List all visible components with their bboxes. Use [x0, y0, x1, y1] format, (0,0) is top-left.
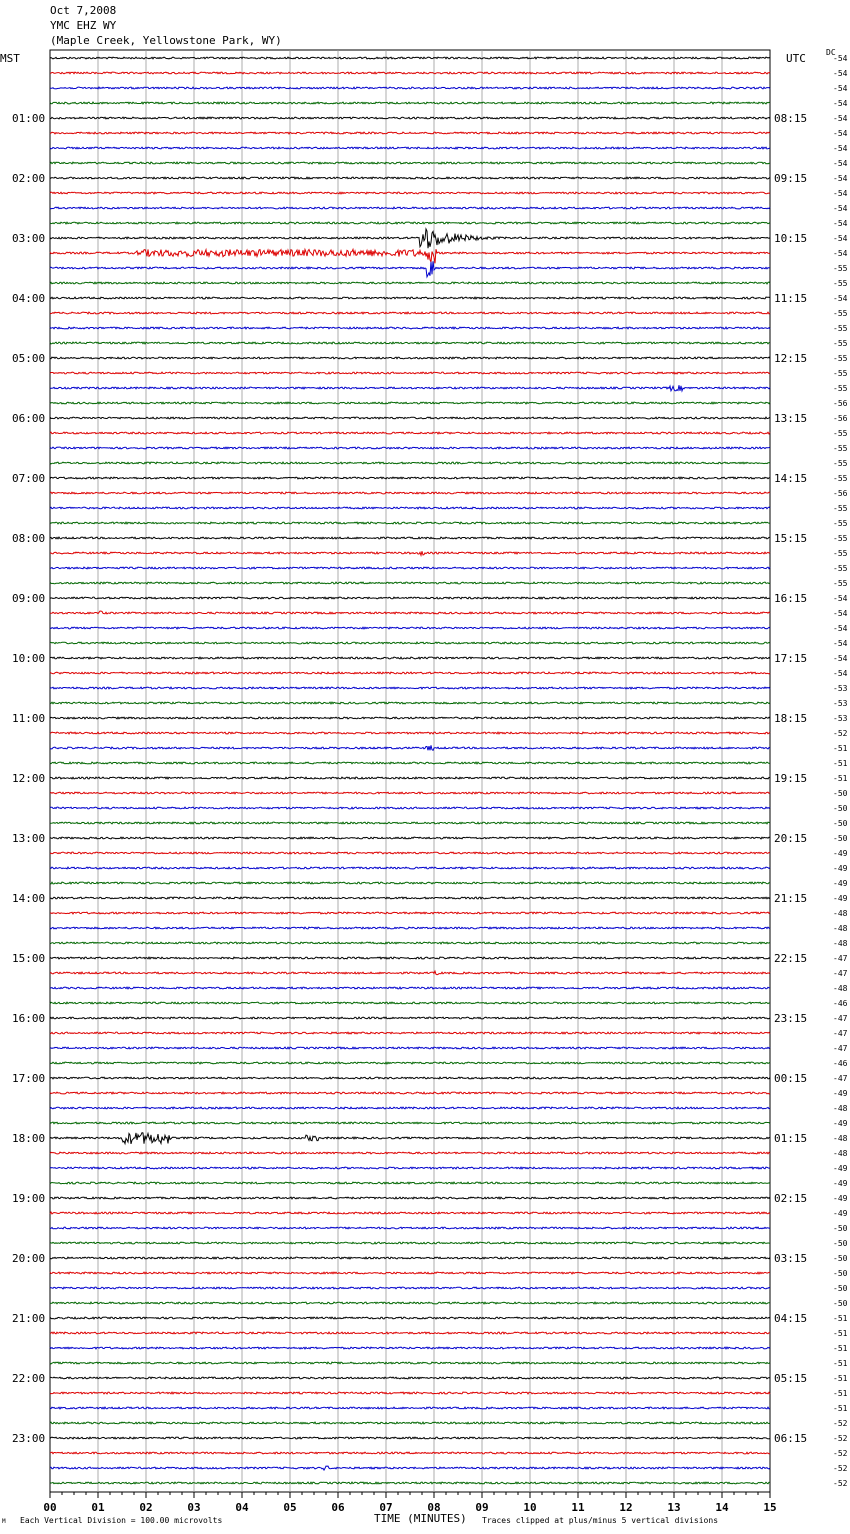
seismic-trace: [50, 1122, 770, 1124]
dc-offset-label: -49: [833, 864, 848, 873]
dc-offset-label: -50: [833, 789, 848, 798]
seismic-trace: [50, 1452, 770, 1454]
clip-note: Traces clipped at plus/minus 5 vertical divisions: [482, 1516, 719, 1525]
seismic-trace: [50, 942, 770, 944]
seismic-trace: [50, 1062, 770, 1064]
dc-offset-label: -55: [833, 369, 848, 378]
seismic-trace: [50, 1182, 770, 1184]
seismic-trace: [50, 1422, 770, 1424]
utc-hour-label: 21:15: [774, 892, 808, 905]
mst-hour-label: 17:00: [12, 1072, 46, 1085]
seismic-trace: [50, 1092, 770, 1094]
mst-hour-label: 03:00: [12, 232, 46, 245]
dc-offset-label: -49: [833, 879, 848, 888]
dc-offset-label: -55: [833, 534, 848, 543]
x-tick-label: 00: [43, 1501, 57, 1514]
x-tick-label: 04: [235, 1501, 249, 1514]
seismic-trace: [50, 1407, 770, 1409]
seismic-trace: [50, 297, 770, 299]
seismic-trace: [50, 357, 770, 359]
dc-offset-label: -50: [833, 1254, 848, 1263]
dc-offset-label: -47: [833, 1029, 848, 1038]
dc-offset-label: -54: [833, 654, 848, 663]
mst-hour-label: 01:00: [12, 112, 46, 125]
seismic-trace: [50, 717, 770, 719]
utc-hour-label: 16:15: [774, 592, 808, 605]
x-tick-label: 14: [715, 1501, 729, 1514]
seismic-trace: [50, 282, 770, 284]
seismic-trace: [50, 882, 770, 884]
seismic-trace: [50, 837, 770, 839]
seismic-trace: [50, 687, 770, 689]
dc-offset-label: -52: [833, 729, 848, 738]
dc-offset-label: -50: [833, 819, 848, 828]
dc-offset-label: -54: [833, 609, 848, 618]
dc-offset-label: -49: [833, 849, 848, 858]
dc-offset-label: -49: [833, 1179, 848, 1188]
x-axis-title: TIME (MINUTES): [374, 1512, 467, 1525]
dc-offset-label: -54: [833, 99, 848, 108]
dc-offset-label: -55: [833, 549, 848, 558]
seismic-trace: [50, 372, 770, 374]
dc-offset-label: -54: [833, 69, 848, 78]
left-timezone-label: MST: [0, 52, 20, 65]
dc-offset-label: -56: [833, 489, 848, 498]
seismic-trace: [50, 777, 770, 779]
dc-offset-label: -55: [833, 264, 848, 273]
seismic-trace: [50, 611, 770, 614]
dc-offset-label: -55: [833, 324, 848, 333]
utc-hour-label: 18:15: [774, 712, 808, 725]
mst-hour-label: 23:00: [12, 1432, 46, 1445]
utc-hour-label: 11:15: [774, 292, 808, 305]
seismic-trace: [50, 1227, 770, 1229]
dc-offset-label: -49: [833, 1164, 848, 1173]
dc-offset-label: -49: [833, 894, 848, 903]
mst-hour-label: 13:00: [12, 832, 46, 845]
dc-offset-label: -55: [833, 519, 848, 528]
dc-offset-label: -48: [833, 1149, 848, 1158]
mst-hour-label: 18:00: [12, 1132, 46, 1145]
seismic-trace: [50, 177, 770, 179]
dc-offset-label: -52: [833, 1449, 848, 1458]
x-tick-label: 08: [427, 1501, 441, 1514]
seismic-trace: [50, 1242, 770, 1244]
seismic-trace: [50, 1317, 770, 1319]
corner-mark: M: [2, 1518, 6, 1525]
dc-offset-label: -49: [833, 1209, 848, 1218]
seismic-trace: [50, 72, 770, 74]
dc-offset-label: -54: [833, 114, 848, 123]
dc-offset-label: -56: [833, 399, 848, 408]
dc-offset-label: -48: [833, 939, 848, 948]
seismic-trace: [50, 1362, 770, 1364]
dc-offset-label: -54: [833, 84, 848, 93]
dc-offset-label: -48: [833, 1104, 848, 1113]
seismic-trace: [50, 522, 770, 524]
dc-offset-label: -50: [833, 1269, 848, 1278]
dc-offset-label: -55: [833, 504, 848, 513]
seismic-trace: [50, 537, 770, 539]
seismic-trace: [50, 1272, 770, 1274]
dc-offset-label: -55: [833, 429, 848, 438]
dc-offset-label: -51: [833, 1359, 848, 1368]
dc-offset-label: -52: [833, 1419, 848, 1428]
utc-hour-label: 03:15: [774, 1252, 808, 1265]
dc-offset-label: -48: [833, 909, 848, 918]
dc-offset-label: -53: [833, 699, 848, 708]
utc-hour-label: 22:15: [774, 952, 808, 965]
seismic-trace: [50, 385, 770, 391]
utc-hour-label: 05:15: [774, 1372, 808, 1385]
seismic-trace: [50, 897, 770, 899]
dc-offset-label: -55: [833, 474, 848, 483]
seismic-trace: [50, 229, 770, 248]
dc-offset-label: -52: [833, 1479, 848, 1488]
dc-offset-label: -53: [833, 714, 848, 723]
dc-offset-label: -50: [833, 804, 848, 813]
dc-offset-label: -49: [833, 1089, 848, 1098]
utc-hour-label: 12:15: [774, 352, 808, 365]
x-tick-label: 06: [331, 1501, 345, 1514]
seismic-trace: [50, 745, 770, 750]
seismic-trace: [50, 327, 770, 329]
dc-offset-label: -55: [833, 384, 848, 393]
seismic-trace: [50, 417, 770, 419]
dc-offset-label: -55: [833, 309, 848, 318]
seismic-trace: [50, 582, 770, 584]
seismic-trace: [50, 477, 770, 479]
x-tick-label: 12: [619, 1501, 633, 1514]
mst-hour-label: 20:00: [12, 1252, 46, 1265]
utc-hour-label: 13:15: [774, 412, 808, 425]
seismic-trace: [50, 432, 770, 434]
x-tick-label: 10: [523, 1501, 537, 1514]
utc-hour-label: 06:15: [774, 1432, 808, 1445]
utc-hour-label: 20:15: [774, 832, 808, 845]
dc-offset-label: -49: [833, 1194, 848, 1203]
mst-hour-label: 19:00: [12, 1192, 46, 1205]
mst-hour-label: 06:00: [12, 412, 46, 425]
dc-offset-label: -49: [833, 1119, 848, 1128]
dc-offset-label: -54: [833, 159, 848, 168]
dc-offset-label: -55: [833, 444, 848, 453]
header-location: (Maple Creek, Yellowstone Park, WY): [50, 34, 282, 47]
dc-offset-label: -53: [833, 684, 848, 693]
seismic-trace: [50, 132, 770, 134]
seismic-trace: [50, 87, 770, 89]
dc-offset-label: -54: [833, 624, 848, 633]
seismic-trace: [50, 57, 770, 59]
dc-offset-label: -48: [833, 924, 848, 933]
seismic-trace: [50, 1167, 770, 1169]
mst-hour-label: 11:00: [12, 712, 46, 725]
dc-offset-label: -55: [833, 339, 848, 348]
dc-offset-label: -56: [833, 414, 848, 423]
seismic-trace: [50, 117, 770, 119]
dc-offset-label: -54: [833, 129, 848, 138]
utc-hour-label: 14:15: [774, 472, 808, 485]
mst-hour-label: 05:00: [12, 352, 46, 365]
dc-label: DC: [826, 48, 836, 57]
mst-hour-label: 02:00: [12, 172, 46, 185]
seismic-trace: [50, 672, 770, 674]
seismic-trace: [50, 627, 770, 629]
dc-offset-label: -51: [833, 1329, 848, 1338]
dc-offset-label: -51: [833, 1314, 848, 1323]
seismic-trace: [50, 249, 770, 263]
dc-offset-label: -54: [833, 54, 848, 63]
dc-offset-label: -55: [833, 564, 848, 573]
seismic-trace: [50, 642, 770, 644]
seismic-trace: [50, 162, 770, 164]
dc-offset-label: -54: [833, 174, 848, 183]
seismic-trace: [50, 1257, 770, 1259]
seismic-trace: [50, 102, 770, 104]
x-tick-label: 05: [283, 1501, 297, 1514]
seismic-trace: [50, 987, 770, 989]
dc-offset-label: -54: [833, 234, 848, 243]
utc-hour-label: 23:15: [774, 1012, 808, 1025]
seismic-trace: [50, 147, 770, 149]
x-tick-label: 07: [379, 1501, 393, 1514]
dc-offset-label: -47: [833, 1074, 848, 1083]
seismic-trace: [50, 971, 770, 975]
dc-offset-label: -54: [833, 204, 848, 213]
dc-offset-label: -47: [833, 1044, 848, 1053]
seismic-trace: [50, 1047, 770, 1049]
mst-hour-label: 04:00: [12, 292, 46, 305]
dc-offset-label: -54: [833, 639, 848, 648]
seismic-trace: [50, 492, 770, 494]
seismic-trace: [50, 1197, 770, 1199]
seismic-trace: [50, 1032, 770, 1034]
seismic-trace: [50, 1392, 770, 1394]
dc-offset-label: -51: [833, 774, 848, 783]
seismic-trace: [50, 792, 770, 794]
seismic-trace: [50, 852, 770, 854]
seismic-trace: [50, 702, 770, 704]
x-tick-label: 01: [91, 1501, 105, 1514]
dc-offset-label: -54: [833, 294, 848, 303]
dc-offset-label: -50: [833, 834, 848, 843]
dc-offset-label: -51: [833, 1344, 848, 1353]
dc-offset-label: -54: [833, 594, 848, 603]
seismic-trace: [50, 1212, 770, 1214]
dc-offset-label: -48: [833, 1134, 848, 1143]
dc-offset-label: -50: [833, 1284, 848, 1293]
utc-hour-label: 08:15: [774, 112, 808, 125]
dc-offset-label: -52: [833, 1464, 848, 1473]
right-timezone-label: UTC: [786, 52, 806, 65]
mst-hour-label: 12:00: [12, 772, 46, 785]
seismic-trace: [50, 1107, 770, 1109]
seismic-trace: [50, 207, 770, 209]
header-date: Oct 7,2008: [50, 4, 117, 17]
seismic-trace: [50, 912, 770, 914]
seismic-trace: [50, 597, 770, 599]
x-tick-label: 03: [187, 1501, 201, 1514]
x-tick-label: 02: [139, 1501, 153, 1514]
dc-offset-label: -55: [833, 459, 848, 468]
seismic-trace: [50, 192, 770, 194]
seismic-trace: [50, 1077, 770, 1079]
utc-hour-label: 10:15: [774, 232, 808, 245]
seismic-trace: [50, 1332, 770, 1334]
seismic-trace: [50, 342, 770, 344]
x-tick-label: 09: [475, 1501, 489, 1514]
seismic-trace: [50, 507, 770, 509]
dc-offset-label: -55: [833, 279, 848, 288]
seismic-trace: [50, 1347, 770, 1349]
utc-hour-label: 02:15: [774, 1192, 808, 1205]
seismic-trace: [50, 312, 770, 314]
seismic-trace: [50, 957, 770, 959]
plot-frame: [50, 50, 770, 1492]
seismic-trace: [50, 732, 770, 734]
dc-offset-label: -54: [833, 189, 848, 198]
utc-hour-label: 09:15: [774, 172, 808, 185]
mst-hour-label: 22:00: [12, 1372, 46, 1385]
seismic-trace: [50, 762, 770, 764]
x-tick-label: 13: [667, 1501, 681, 1514]
mst-hour-label: 21:00: [12, 1312, 46, 1325]
dc-offset-label: -54: [833, 219, 848, 228]
dc-offset-label: -50: [833, 1299, 848, 1308]
seismic-trace: [50, 222, 770, 224]
seismic-trace: [50, 1482, 770, 1484]
seismic-trace: [50, 867, 770, 869]
x-tick-label: 15: [763, 1501, 777, 1514]
mst-hour-label: 09:00: [12, 592, 46, 605]
utc-hour-label: 17:15: [774, 652, 808, 665]
seismic-trace: [50, 261, 770, 277]
seismic-trace: [50, 822, 770, 824]
utc-hour-label: 00:15: [774, 1072, 808, 1085]
x-tick-label: 11: [571, 1501, 585, 1514]
seismic-trace: [50, 927, 770, 929]
utc-hour-label: 01:15: [774, 1132, 808, 1145]
seismic-trace: [50, 1466, 770, 1470]
mst-hour-label: 14:00: [12, 892, 46, 905]
seismic-trace: [50, 1017, 770, 1019]
dc-offset-label: -54: [833, 249, 848, 258]
seismic-trace: [50, 807, 770, 809]
dc-offset-label: -51: [833, 1404, 848, 1413]
seismic-trace: [50, 447, 770, 449]
mst-hour-label: 15:00: [12, 952, 46, 965]
seismic-trace: [50, 1377, 770, 1379]
dc-offset-label: -51: [833, 1374, 848, 1383]
dc-offset-label: -51: [833, 759, 848, 768]
dc-offset-label: -55: [833, 579, 848, 588]
dc-offset-label: -52: [833, 1434, 848, 1443]
dc-offset-label: -47: [833, 969, 848, 978]
dc-offset-label: -48: [833, 984, 848, 993]
utc-hour-label: 15:15: [774, 532, 808, 545]
seismic-trace: [50, 1133, 770, 1144]
utc-hour-label: 19:15: [774, 772, 808, 785]
dc-offset-label: -46: [833, 1059, 848, 1068]
dc-offset-label: -50: [833, 1224, 848, 1233]
dc-offset-label: -54: [833, 669, 848, 678]
seismic-trace: [50, 657, 770, 659]
dc-offset-label: -51: [833, 1389, 848, 1398]
dc-offset-label: -51: [833, 744, 848, 753]
mst-hour-label: 08:00: [12, 532, 46, 545]
seismic-trace: [50, 551, 770, 555]
dc-offset-label: -50: [833, 1239, 848, 1248]
seismic-trace: [50, 1002, 770, 1004]
header-station: YMC EHZ WY: [50, 19, 117, 32]
mst-hour-label: 10:00: [12, 652, 46, 665]
seismic-trace: [50, 1287, 770, 1289]
dc-offset-label: -54: [833, 144, 848, 153]
mst-hour-label: 16:00: [12, 1012, 46, 1025]
seismic-trace: [50, 1302, 770, 1304]
seismic-trace: [50, 1152, 770, 1154]
seismic-trace: [50, 1437, 770, 1439]
seismic-trace: [50, 402, 770, 404]
mst-hour-label: 07:00: [12, 472, 46, 485]
utc-hour-label: 04:15: [774, 1312, 808, 1325]
scale-note: Each Vertical Division = 100.00 microvolts: [20, 1516, 223, 1525]
dc-offset-label: -46: [833, 999, 848, 1008]
dc-offset-label: -47: [833, 954, 848, 963]
seismic-trace: [50, 567, 770, 569]
dc-offset-label: -55: [833, 354, 848, 363]
dc-offset-label: -47: [833, 1014, 848, 1023]
seismic-trace: [50, 462, 770, 464]
